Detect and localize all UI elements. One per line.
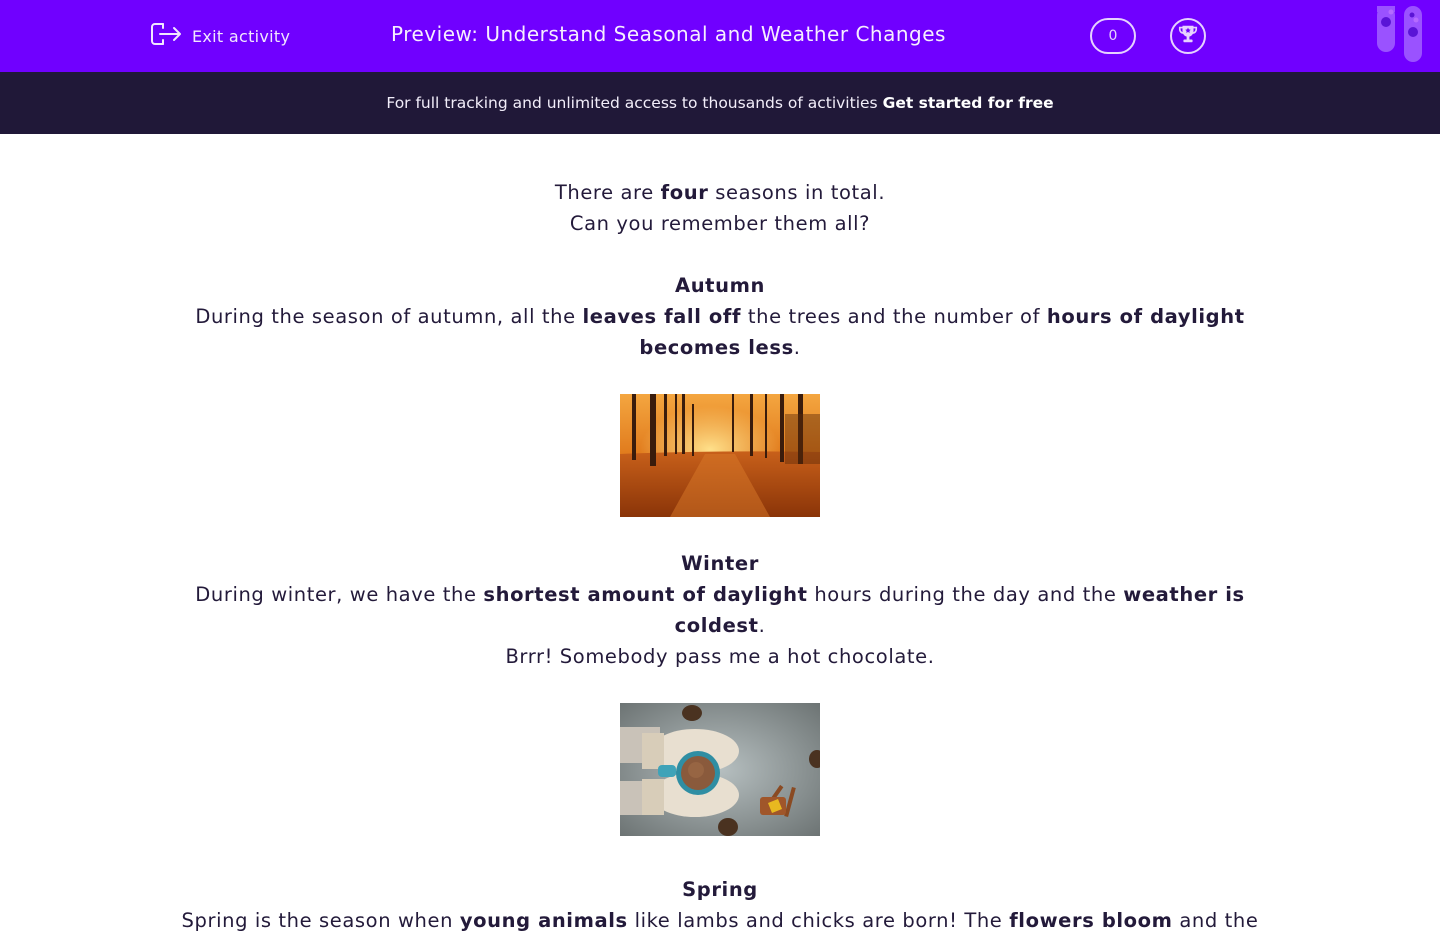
exit-activity-label: Exit activity xyxy=(192,26,291,46)
intro-question: Can you remember them all? xyxy=(569,212,871,235)
top-bar xyxy=(0,0,1440,72)
bold-text: weather is coldest xyxy=(674,583,1245,637)
text: the trees and the number of xyxy=(741,305,1047,328)
exit-icon xyxy=(150,20,182,52)
winter-remark: Brrr! Somebody pass me a hot chocolate. xyxy=(505,645,935,668)
text: like lambs and chicks are born! The xyxy=(627,909,1010,932)
spring-description xyxy=(150,905,1290,936)
text: . xyxy=(793,336,801,359)
lesson-content xyxy=(0,134,1440,936)
bold-text: shortest amount of daylight xyxy=(483,583,808,606)
bold-text: young animals xyxy=(459,909,628,932)
intro-text xyxy=(0,177,1440,239)
banner-text: For full tracking and unlimited access to thousands of activities xyxy=(386,94,878,112)
text: hours during the day and the xyxy=(807,583,1124,606)
text: and the xyxy=(1172,909,1259,932)
autumn-heading: Autumn xyxy=(675,274,765,297)
signup-banner xyxy=(0,72,1440,134)
text: . xyxy=(758,614,766,637)
trophy-icon xyxy=(1177,23,1199,49)
autumn-description xyxy=(150,301,1290,363)
activity-title: Preview: Understand Seasonal and Weather Changes xyxy=(391,22,946,46)
intro-text-part: There are xyxy=(554,181,661,204)
hot-chocolate-image xyxy=(620,703,820,836)
get-started-link[interactable]: Get started for free xyxy=(882,94,1054,112)
score-value: 0 xyxy=(1108,28,1118,44)
intro-text-part: seasons in total. xyxy=(708,181,886,204)
bold-text: hours of daylight becomes less xyxy=(639,305,1245,359)
winter-heading: Winter xyxy=(681,552,759,575)
text: During winter, we have the xyxy=(195,583,484,606)
autumn-forest-image xyxy=(620,394,820,517)
intro-bold: four xyxy=(660,181,709,204)
spring-heading: Spring xyxy=(682,878,758,901)
score-badge xyxy=(1090,18,1136,54)
bold-text: leaves fall off xyxy=(582,305,742,328)
text: Spring is the season when xyxy=(181,909,460,932)
text: During the season of autumn, all the xyxy=(195,305,583,328)
bold-text: flowers bloom xyxy=(1009,909,1173,932)
trophy-button[interactable] xyxy=(1170,18,1206,54)
winter-description xyxy=(150,579,1290,641)
exit-activity-button[interactable] xyxy=(150,20,290,52)
test-tubes-logo-icon xyxy=(1376,6,1424,64)
